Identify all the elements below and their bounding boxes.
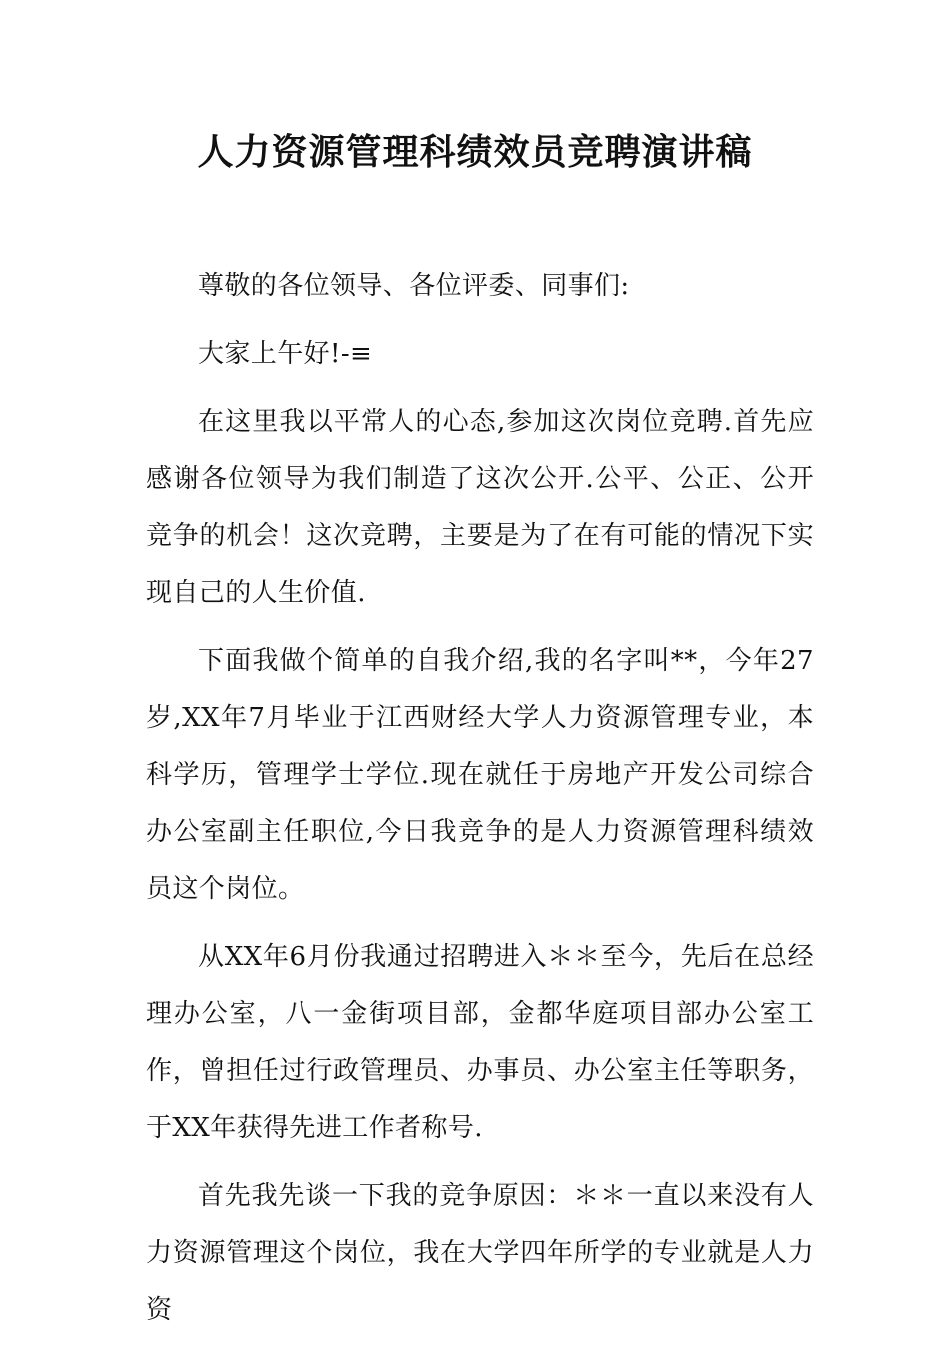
paragraph-salutation: 尊敬的各位领导、各位评委、同事们: bbox=[198, 271, 630, 301]
paragraph-reasons: 首先我先谈一下我的竞争原因：＊＊一直以来没有人力资源管理这个岗位，我在大学四年所学的专业就是人力资 bbox=[146, 1181, 814, 1325]
paragraph-greeting: 大家上午好!-≡ bbox=[198, 339, 373, 369]
document-body bbox=[146, 258, 814, 1350]
paragraph-self-introduction: 下面我做个简单的自我介绍,我的名字叫**，今年27岁,XX年7月毕业于江西财经大学人力资源管理专业，本科学历，管理学士学位.现在就任于房地产开发公司综合办公室副主任职位,今日我竞争的是人力资源管理科绩效员这个岗位。 bbox=[146, 646, 814, 904]
paragraph-work-history: 从XX年6月份我通过招聘进入＊＊至今，先后在总经理办公室，八一金街项目部，金都华庭项目部办公室工作，曾担任过行政管理员、办事员、办公室主任等职务，于XX年获得先进工作者称号. bbox=[146, 942, 814, 1143]
paragraph-intro: 在这里我以平常人的心态,参加这次岗位竞聘.首先应感谢各位领导为我们制造了这次公开.公平、公正、公开竞争的机会！这次竞聘，主要是为了在有可能的情况下实现自己的人生价值. bbox=[146, 407, 814, 608]
document-title: 人力资源管理科绩效员竞聘演讲稿 bbox=[197, 132, 753, 173]
